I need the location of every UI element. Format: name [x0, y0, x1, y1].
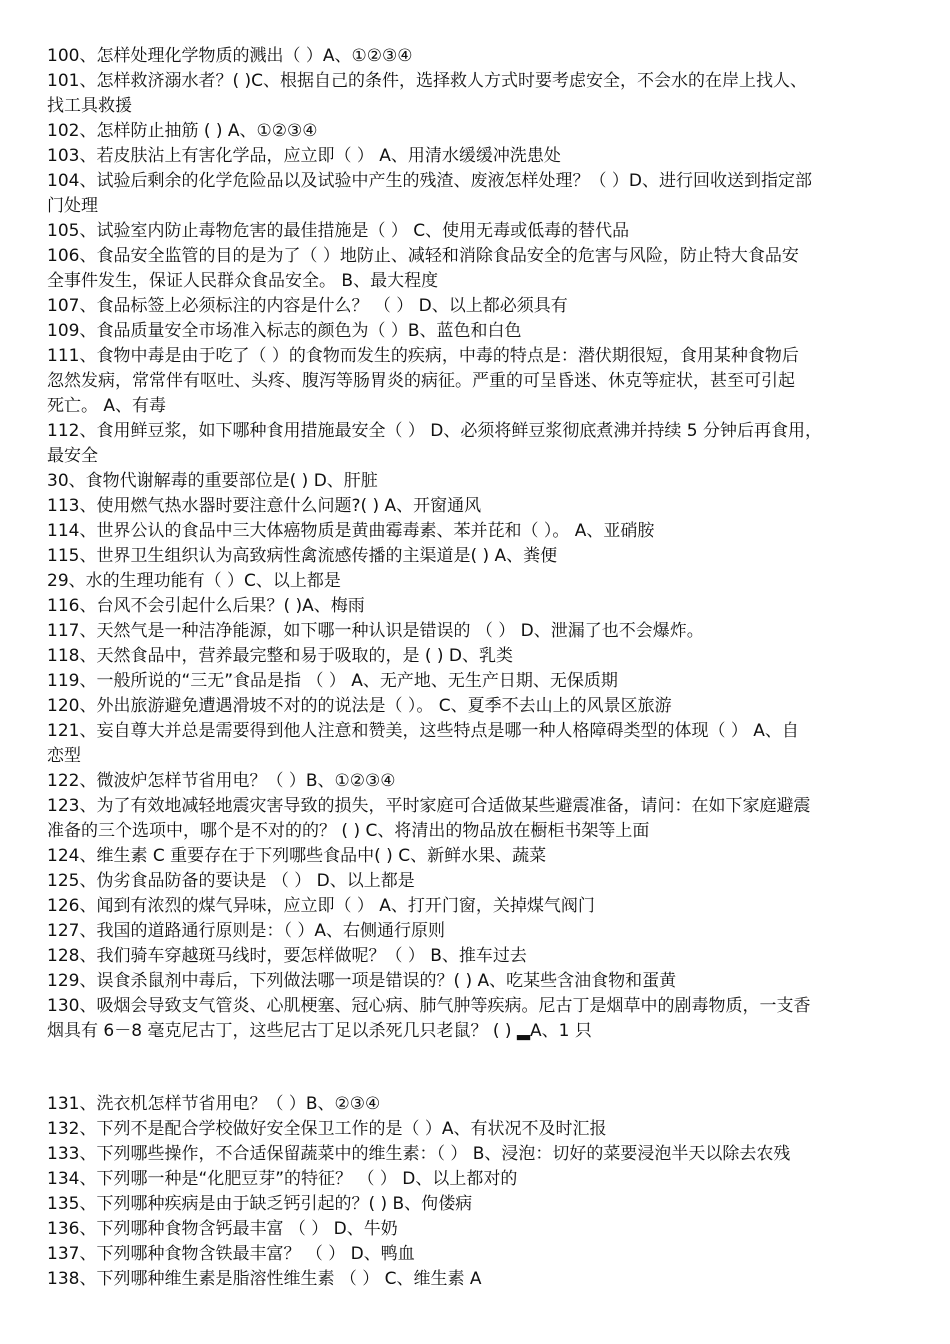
- text-line: 132、下列不是配合学校做好安全保卫工作的是（ ）A、有状况不及时汇报: [47, 1119, 607, 1139]
- text-line: 113、使用燃气热水器时要注意什么问题?( ) A、开窗通风: [47, 496, 482, 516]
- text-line: 135、下列哪种疾病是由于缺乏钙引起的？( ) B、佝偻病: [47, 1194, 473, 1214]
- text-line: 准备的三个选项中，哪个是不对的的？ ( ) C、将清出的物品放在橱柜书架等上面: [47, 821, 650, 841]
- text-line: 103、若皮肤沾上有害化学品，应立即（ ） A、用清水缓缓冲洗患处: [47, 146, 561, 166]
- text-line: 111、食物中毒是由于吃了（ ）的食物而发生的疾病，中毒的特点是：潜伏期很短，食用某种食物后: [47, 346, 799, 366]
- text-line: 115、世界卫生组织认为高致病性禽流感传播的主渠道是( ) A、粪便: [47, 546, 558, 566]
- text-line: 29、水的生理功能有（ ）C、以上都是: [47, 571, 341, 591]
- text-line: 138、下列哪种维生素是脂溶性维生素 （ ） C、维生素 A: [47, 1269, 482, 1289]
- text-line: 127、我国的道路通行原则是：（ ）A、右侧通行原则: [47, 921, 445, 941]
- text-line: 119、一般所说的“三无”食品是指 （ ） A、无产地、无生产日期、无保质期: [47, 671, 618, 691]
- text-line: 133、下列哪些操作，不合适保留蔬菜中的维生素：（ ） B、浸泡：切好的菜要浸泡半天以除去农残: [47, 1144, 791, 1164]
- text-line: 136、下列哪种食物含钙最丰富 （ ） D、牛奶: [47, 1219, 398, 1239]
- text-line: 120、外出旅游避免遭遇滑坡不对的的说法是（ ）。 C、夏季不去山上的风景区旅游: [47, 696, 672, 716]
- text-line: 130、吸烟会导致支气管炎、心肌梗塞、冠心病、肺气肿等疾病。尼古丁是烟草中的剧毒物质，一支香: [47, 996, 811, 1016]
- text-line: 105、试验室内防止毒物危害的最佳措施是（ ） C、使用无毒或低毒的替代品: [47, 221, 630, 241]
- text-line: 烟具有 6－8 毫克尼古丁，这些尼古丁足以杀死几只老鼠？ ( ) ▂A、1 只: [47, 1021, 592, 1041]
- text-line: 116、台风不会引起什么后果？( )A、梅雨: [47, 596, 365, 616]
- text-line: 112、食用鲜豆浆，如下哪种食用措施最安全（ ） D、必须将鲜豆浆彻底煮沸并持续 5 分钟后再食用，: [47, 421, 822, 441]
- text-line: 122、微波炉怎样节省用电？（ ）B、①②③④: [47, 771, 396, 791]
- text-line: 121、妄自尊大并总是需要得到他人注意和赞美，这些特点是哪一种人格障碍类型的体现（ ） A、自: [47, 721, 799, 741]
- text-line: 恋型: [47, 746, 81, 766]
- text-line: 104、试验后剩余的化学危险品以及试验中产生的残渣、废液怎样处理？（ ）D、进行回收送到指定部: [47, 171, 812, 191]
- text-line: 131、洗衣机怎样节省用电？（ ）B、②③④: [47, 1094, 381, 1114]
- text-line: 124、维生素 C 重要存在于下列哪些食品中( ) C、新鲜水果、蔬菜: [47, 846, 547, 866]
- text-line: 101、怎样救济溺水者？( )C、根据自己的条件，选择救人方式时要考虑安全，不会水的在岸上找人、: [47, 71, 807, 91]
- text-line: 106、食品安全监管的目的是为了（ ）地防止、减轻和消除食品安全的危害与风险，防止特大食品安: [47, 246, 799, 266]
- text-line: 102、怎样防止抽筋 ( ) A、①②③④: [47, 121, 318, 141]
- text-line: 126、闻到有浓烈的煤气异味，应立即（ ） A、打开门窗，关掉煤气阀门: [47, 896, 595, 916]
- text-line: 114、世界公认的食品中三大体癌物质是黄曲霉毒素、苯并芘和（ ）。 A、亚硝胺: [47, 521, 655, 541]
- text-line: 100、怎样处理化学物质的溅出（ ）A、①②③④: [47, 46, 413, 66]
- text-line: 128、我们骑车穿越斑马线时，要怎样做呢？（ ） B、推车过去: [47, 946, 527, 966]
- text-line: 117、天然气是一种洁净能源，如下哪一种认识是错误的 （ ） D、泄漏了也不会爆炸。: [47, 621, 704, 641]
- text-line: 118、天然食品中，营养最完整和易于吸取的，是 ( ) D、乳类: [47, 646, 514, 666]
- text-line: 门处理: [47, 196, 98, 216]
- text-line: 134、下列哪一种是“化肥豆芽”的特征？ （ ） D、以上都对的: [47, 1169, 518, 1189]
- text-line: 123、为了有效地减轻地震灾害导致的损失，平时家庭可合适做某些避震准备，请问：在如下家庭避震: [47, 796, 811, 816]
- text-line: 忽然发病，常常伴有呕吐、头疼、腹泻等肠胃炎的病征。严重的可呈昏迷、休克等症状，甚至可引起: [47, 371, 795, 391]
- blank-gap: [47, 1044, 907, 1092]
- text-line: 109、食品质量安全市场准入标志的颜色为（ ）B、蓝色和白色: [47, 321, 522, 341]
- text-line: 最安全: [47, 446, 98, 466]
- text-line: 125、伪劣食品防备的要诀是 （ ） D、以上都是: [47, 871, 415, 891]
- document-page: [47, 44, 907, 1292]
- text-line: 137、下列哪种食物含铁最丰富？ （ ） D、鸭血: [47, 1244, 415, 1264]
- text-line: 107、食品标签上必须标注的内容是什么？ （ ） D、以上都必须具有: [47, 296, 568, 316]
- text-line: 129、误食杀鼠剂中毒后，下列做法哪一项是错误的？( ) A、吃某些含油食物和蛋黄: [47, 971, 677, 991]
- text-line: 30、食物代谢解毒的重要部位是( ) D、肝脏: [47, 471, 378, 491]
- question-list-part-1: [47, 44, 907, 1044]
- question-list-part-2: [47, 1092, 907, 1292]
- text-line: 全事件发生，保证人民群众食品安全。 B、最大程度: [47, 271, 439, 291]
- text-line: 死亡。 A、有毒: [47, 396, 167, 416]
- text-line: 找工具救援: [47, 96, 132, 116]
